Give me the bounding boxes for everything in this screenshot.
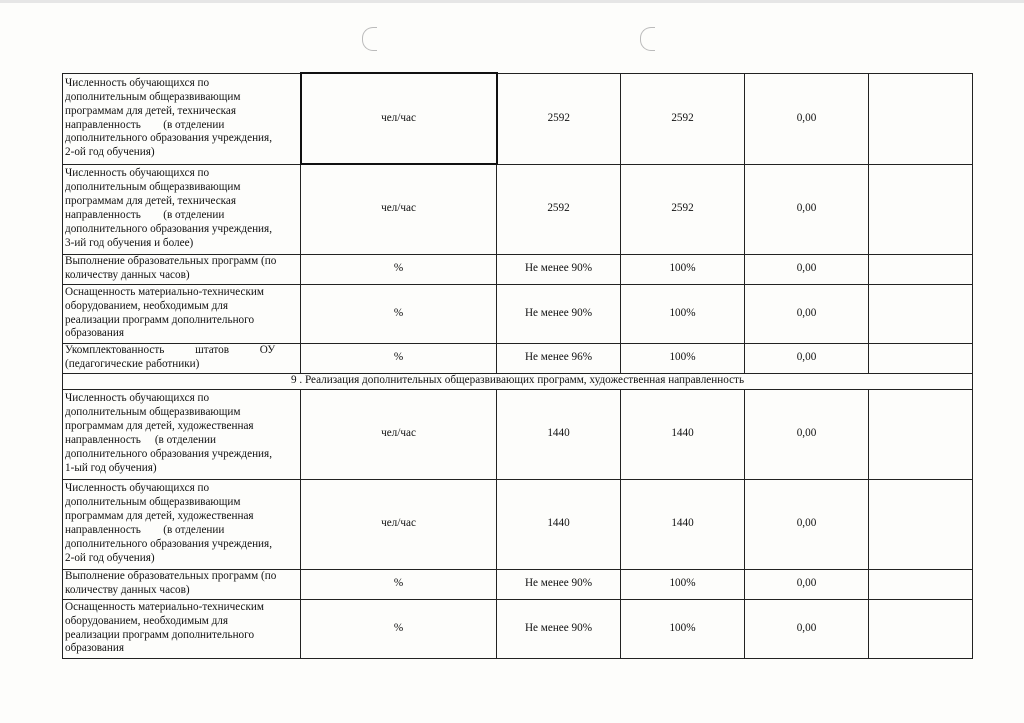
name-line: дополнительного образования учреждения, bbox=[65, 132, 272, 145]
deviation-cell: 0,00 bbox=[745, 569, 869, 599]
unit-cell: % bbox=[301, 254, 497, 284]
name-line: реализации программ дополнительного bbox=[65, 628, 255, 641]
name-line: образования bbox=[65, 642, 125, 655]
table-body bbox=[63, 73, 973, 658]
table-row bbox=[63, 343, 973, 373]
deviation-cell: 0,00 bbox=[745, 479, 869, 569]
name-line: направленность (в отделении bbox=[65, 118, 225, 131]
name-line: направленность (в отделении bbox=[65, 209, 225, 221]
plan-cell: Не менее 90% bbox=[497, 254, 621, 284]
unit-cell: % bbox=[301, 343, 497, 373]
name-line: 1-ый год обучения) bbox=[65, 461, 157, 474]
name-line: 2-ой год обучения) bbox=[65, 146, 155, 159]
name-line: Численность обучающихся по bbox=[65, 392, 210, 405]
table-row bbox=[63, 599, 973, 658]
plan-cell: 2592 bbox=[497, 164, 621, 254]
note-cell bbox=[869, 389, 973, 479]
name-line: Укомплектованность штатов ОУ bbox=[65, 344, 276, 357]
deviation-cell: 0,00 bbox=[745, 284, 869, 343]
name-line: дополнительным общеразвивающим bbox=[65, 406, 241, 419]
fact-cell: 100% bbox=[621, 343, 745, 373]
indicator-name bbox=[63, 389, 301, 479]
scan-edge bbox=[0, 0, 1024, 3]
name-line: 2-ой год обучения) bbox=[65, 551, 155, 564]
name-line: дополнительного образования учреждения, bbox=[65, 447, 272, 460]
deviation-cell: 0,00 bbox=[745, 599, 869, 658]
indicator-name bbox=[63, 569, 301, 599]
fact-cell: 1440 bbox=[621, 389, 745, 479]
note-cell bbox=[869, 599, 973, 658]
deviation-cell: 0,00 bbox=[745, 254, 869, 284]
table-row bbox=[63, 73, 973, 164]
report-table bbox=[62, 72, 973, 659]
note-cell bbox=[869, 569, 973, 599]
name-line: образования bbox=[65, 327, 125, 340]
name-line: дополнительным общеразвивающим bbox=[65, 181, 241, 194]
plan-cell: Не менее 90% bbox=[497, 284, 621, 343]
name-line: Численность обучающихся по bbox=[65, 167, 210, 180]
table-row bbox=[63, 284, 973, 343]
fact-cell: 100% bbox=[621, 599, 745, 658]
name-line: 3-ий год обучения и более) bbox=[65, 236, 194, 249]
name-line: программам для детей, художественная bbox=[65, 510, 254, 523]
plan-cell: 1440 bbox=[497, 389, 621, 479]
plan-cell: Не менее 90% bbox=[497, 599, 621, 658]
note-cell bbox=[869, 164, 973, 254]
table-row bbox=[63, 479, 973, 569]
plan-cell: Не менее 90% bbox=[497, 569, 621, 599]
note-cell bbox=[869, 343, 973, 373]
indicator-name bbox=[63, 343, 301, 373]
indicator-name bbox=[63, 73, 301, 164]
indicator-name bbox=[63, 284, 301, 343]
unit-cell: чел/час bbox=[301, 479, 497, 569]
indicator-name bbox=[63, 599, 301, 658]
name-line: Численность обучающихся по bbox=[65, 482, 210, 495]
fact-cell: 2592 bbox=[621, 73, 745, 164]
name-line: (педагогические работники) bbox=[65, 358, 200, 370]
fact-cell: 100% bbox=[621, 569, 745, 599]
name-line: оборудованием, необходимым для bbox=[65, 614, 229, 627]
note-cell bbox=[869, 479, 973, 569]
name-line: дополнительного образования учреждения, bbox=[65, 537, 272, 550]
table-row bbox=[63, 569, 973, 599]
fact-cell: 1440 bbox=[621, 479, 745, 569]
plan-cell: 2592 bbox=[497, 73, 621, 164]
name-line: дополнительным общеразвивающим bbox=[65, 496, 241, 509]
name-line: Оснащенность материально-техническим bbox=[65, 600, 264, 613]
indicator-name bbox=[63, 254, 301, 284]
table-row bbox=[63, 254, 973, 284]
note-cell bbox=[869, 284, 973, 343]
note-cell bbox=[869, 254, 973, 284]
punch-hole-mark bbox=[362, 27, 377, 51]
fact-cell: 100% bbox=[621, 284, 745, 343]
name-line: количеству данных часов) bbox=[65, 584, 190, 596]
section-title: 9 . Реализация дополнительных общеразвивающих программ, художественная направленность bbox=[63, 373, 973, 389]
name-line: количеству данных часов) bbox=[65, 269, 190, 281]
name-line: Оснащенность материально-техническим bbox=[65, 285, 264, 298]
name-line: Выполнение образовательных программ (по bbox=[65, 570, 277, 583]
name-line: программам для детей, техническая bbox=[65, 195, 237, 208]
name-line: направленность (в отделении bbox=[65, 524, 225, 536]
section-row bbox=[63, 373, 973, 389]
deviation-cell: 0,00 bbox=[745, 164, 869, 254]
deviation-cell: 0,00 bbox=[745, 73, 869, 164]
indicator-name bbox=[63, 164, 301, 254]
plan-cell: 1440 bbox=[497, 479, 621, 569]
unit-cell: чел/час bbox=[301, 164, 497, 254]
name-line: дополнительным общеразвивающим bbox=[65, 90, 241, 103]
name-line: направленность (в отделении bbox=[65, 434, 216, 446]
unit-cell: чел/час bbox=[301, 389, 497, 479]
unit-cell: % bbox=[301, 284, 497, 343]
unit-cell: чел/час bbox=[301, 73, 497, 164]
name-line: Численность обучающихся по bbox=[65, 76, 210, 89]
plan-cell: Не менее 96% bbox=[497, 343, 621, 373]
note-cell bbox=[869, 73, 973, 164]
indicator-name bbox=[63, 479, 301, 569]
unit-cell: % bbox=[301, 569, 497, 599]
fact-cell: 100% bbox=[621, 254, 745, 284]
name-line: дополнительного образования учреждения, bbox=[65, 222, 272, 235]
name-line: реализации программ дополнительного bbox=[65, 313, 255, 326]
fact-cell: 2592 bbox=[621, 164, 745, 254]
name-line: программам для детей, техническая bbox=[65, 104, 237, 117]
name-line: оборудованием, необходимым для bbox=[65, 299, 229, 312]
name-line: программам для детей, художественная bbox=[65, 420, 254, 433]
name-line: Выполнение образовательных программ (по bbox=[65, 255, 277, 268]
punch-hole-mark bbox=[640, 27, 655, 51]
unit-cell: % bbox=[301, 599, 497, 658]
deviation-cell: 0,00 bbox=[745, 343, 869, 373]
table-row bbox=[63, 389, 973, 479]
deviation-cell: 0,00 bbox=[745, 389, 869, 479]
table-row bbox=[63, 164, 973, 254]
